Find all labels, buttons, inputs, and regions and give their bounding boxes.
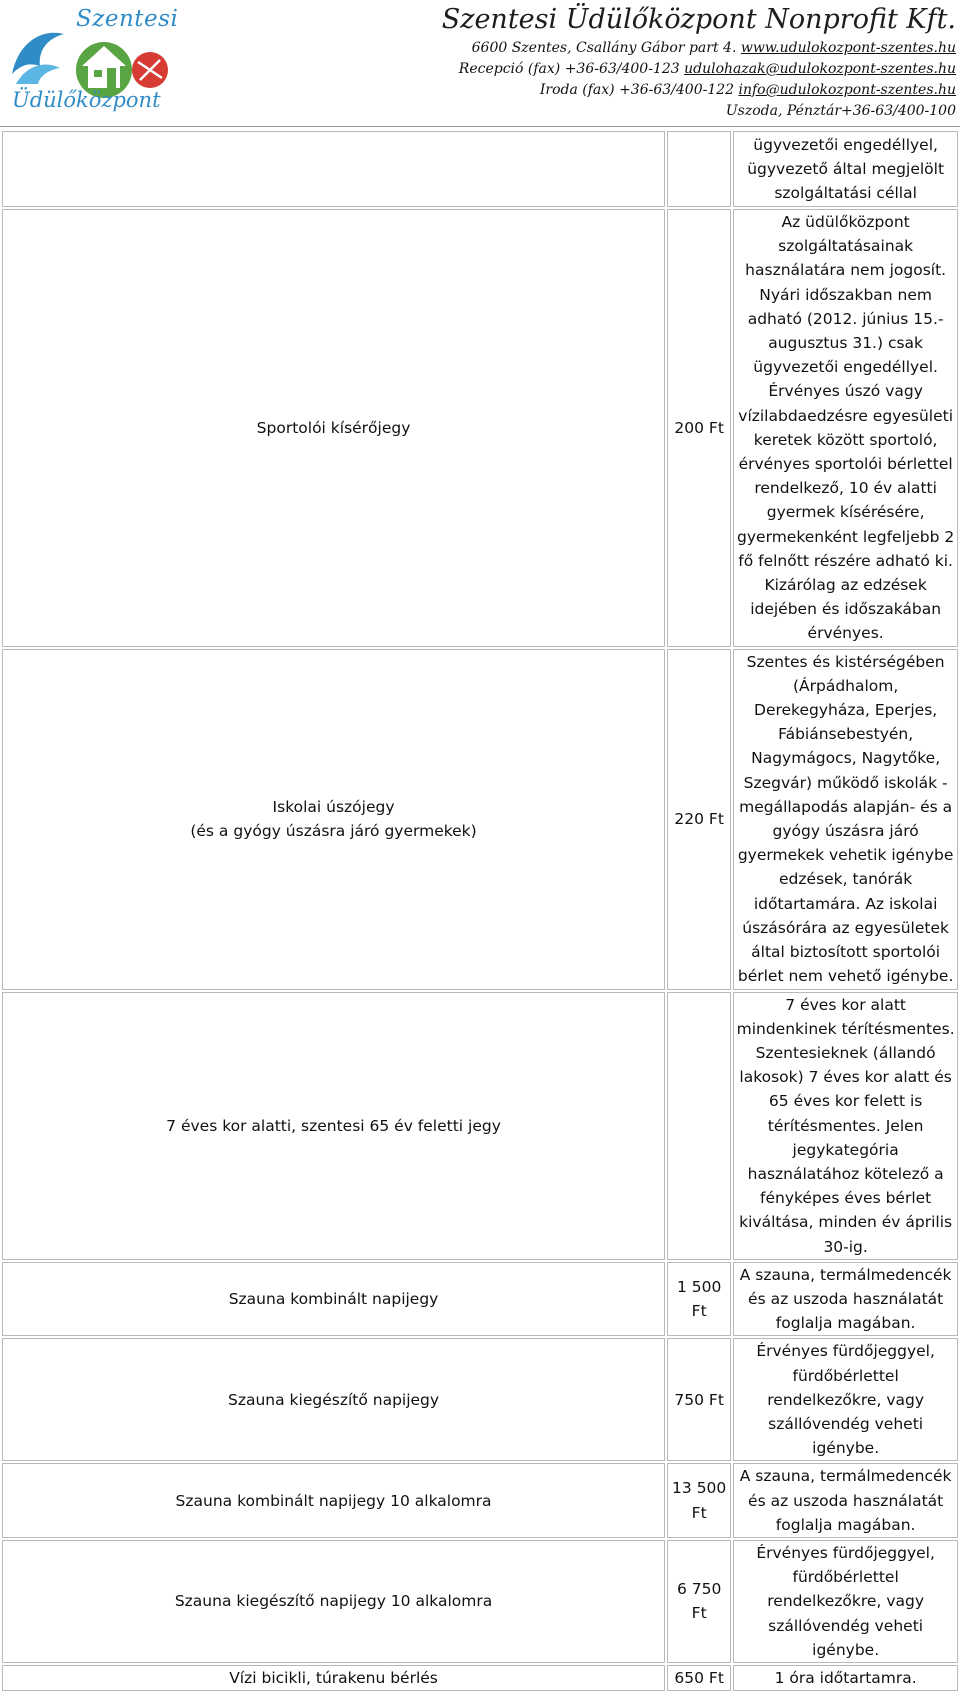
ticket-note: 1 óra időtartamra. <box>733 1665 958 1691</box>
ticket-name: Iskolai úszójegy <box>272 797 395 816</box>
address-line <box>442 38 956 59</box>
ticket-price: 1 500 Ft <box>667 1262 731 1337</box>
ticket-note: A szauna, termálmedencék és az uszoda használatát foglalja magában. <box>733 1463 958 1538</box>
organization-info <box>442 2 956 122</box>
ticket-price <box>667 992 731 1260</box>
ticket-name-cell <box>2 649 665 990</box>
logo-text-top: Szentesi <box>76 6 179 32</box>
table-row <box>2 649 958 990</box>
table-row <box>2 1262 958 1337</box>
price-table <box>0 129 960 1693</box>
table-row <box>2 131 958 207</box>
ticket-price: 13 500 Ft <box>667 1463 731 1538</box>
table-row <box>2 992 958 1260</box>
ticket-name <box>2 131 665 207</box>
ticket-name: Sportolói kísérőjegy <box>2 209 665 647</box>
ticket-name: Szauna kombinált napijegy <box>2 1262 665 1337</box>
ticket-name: Szauna kiegészítő napijegy <box>2 1338 665 1461</box>
ticket-note: A szauna, termálmedencék és az uszoda használatát foglalja magában. <box>733 1262 958 1337</box>
table-row <box>2 1463 958 1538</box>
ticket-note: ügyvezetői engedéllyel, ügyvezető által megjelölt szolgáltatási céllal <box>733 131 958 207</box>
ticket-price <box>667 131 731 207</box>
table-row <box>2 209 958 647</box>
ticket-price: 750 Ft <box>667 1338 731 1461</box>
ticket-name: Szauna kombinált napijegy 10 alkalomra <box>2 1463 665 1538</box>
header-divider <box>0 126 960 127</box>
office-line <box>442 80 956 101</box>
ticket-note: Az üdülőközpont szolgáltatásainak használatára nem jogosít. Nyári időszakban nem adható (2012. június 15.-augusztus 31.) csak ügyvezetői engedéllyel. Érvényes úszó vagy vízilabdaedzésre egyesületi keretek között sportoló, érvényes sportolói bérlettel rendelkező, 10 év alatti gyermek kísérésére, gyermekenként legfeljebb 2 fő felnőtt részére adható ki. Kizárólag az edzések idejében és időszakában érvényes. <box>733 209 958 647</box>
ticket-note: Szentes és kistérségében (Árpádhalom, Derekegyháza, Eperjes, Fábiánsebestyén, Nagymágocs, Nagytőke, Szegvár) működő iskolák - megállapodás alapján- és a gyógy úszásra járó gyermekek vehetik igénybe edzések, tanórák időtartamára. Az iskolai úszásórára az egyesületek által biztosított sportolói bérlet nem vehető igénybe. <box>733 649 958 990</box>
ticket-name-subtitle: (és a gyógy úszásra járó gyermekek) <box>190 822 477 841</box>
pool-phone-line: Uszoda, Pénztár+36-63/400-100 <box>725 103 956 119</box>
ticket-name: 7 éves kor alatti, szentesi 65 év feletti jegy <box>2 992 665 1260</box>
office-email-link[interactable]: info@udulokozpont-szentes.hu <box>738 82 956 98</box>
table-row <box>2 1665 958 1691</box>
ticket-name: Vízi bicikli, túrakenu bérlés <box>2 1665 665 1691</box>
page-header <box>0 0 960 128</box>
ticket-note: Érvényes fürdőjeggyel, fürdőbérlettel rendelkezőkre, vagy szállóvendég veheti igénybe. <box>733 1540 958 1663</box>
ticket-note: 7 éves kor alatt mindenkinek térítésmentes. Szentesieknek (állandó lakosok) 7 éves kor alatt és 65 éves kor felett is térítésmentes. Jelen jegykategória használatához kötelező a fényképes éves bérlet kiváltása, minden év április 30-ig. <box>733 992 958 1260</box>
logo <box>4 4 179 116</box>
organization-name: Szentesi Üdülőközpont Nonprofit Kft. <box>441 4 956 35</box>
table-row <box>2 1338 958 1461</box>
ticket-name: Szauna kiegészítő napijegy 10 alkalomra <box>2 1540 665 1663</box>
website-link[interactable]: www.udulokozpont-szentes.hu <box>740 40 956 56</box>
reception-line <box>442 59 956 80</box>
reception-phone: Recepció (fax) +36-63/400-123 <box>458 61 685 77</box>
ticket-price: 650 Ft <box>667 1665 731 1691</box>
table-row <box>2 1540 958 1663</box>
logo-text-bottom: Üdülőközpont <box>12 88 161 112</box>
ticket-note: Érvényes fürdőjeggyel, fürdőbérlettel rendelkezőkre, vagy szállóvendég veheti igénybe. <box>733 1338 958 1461</box>
ticket-price: 200 Ft <box>667 209 731 647</box>
office-phone: Iroda (fax) +36-63/400-122 <box>539 82 739 98</box>
ticket-price: 6 750 Ft <box>667 1540 731 1663</box>
address: 6600 Szentes, Csallány Gábor part 4. <box>471 40 741 56</box>
reception-email-link[interactable]: udulohazak@udulokozpont-szentes.hu <box>684 61 956 77</box>
ticket-price: 220 Ft <box>667 649 731 990</box>
